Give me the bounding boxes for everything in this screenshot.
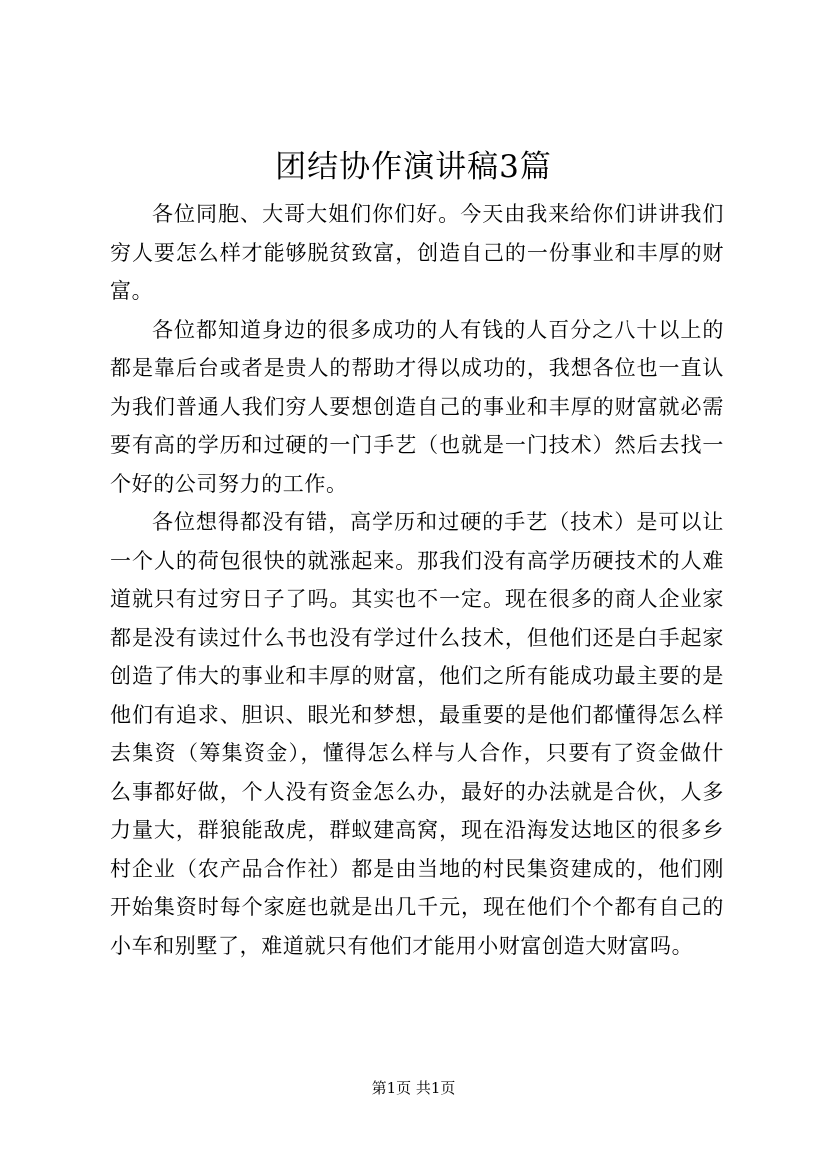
- paragraph-1: 各位同胞、大哥大姐们你们好。今天由我来给你们讲讲我们穷人要怎么样才能够脱贫致富，创造自己的一份事业和丰厚的财富。: [110, 202, 724, 303]
- paragraph-2: 各位都知道身边的很多成功的人有钱的人百分之八十以上的都是靠后台或者是贵人的帮助才得以成功的，我想各位也一直认为我们普通人我们穷人要想创造自己的事业和丰厚的财富就必需要有高的学历和过硬的一门手艺（也就是一门技术）然后去找一个好的公司努力的工作。: [110, 317, 724, 496]
- document-body: [110, 195, 724, 965]
- page-footer: 第1页 共1页: [371, 1079, 456, 1097]
- paragraph-3: 各位想得都没有错，高学历和过硬的手艺（技术）是可以让一个人的荷包很快的就涨起来。那我们没有高学历硬技术的人难道就只有过穷日子了吗。其实也不一定。现在很多的商人企业家都是没有读过什么书也没有学过什么技术，但他们还是白手起家创造了伟大的事业和丰厚的财富，他们之所有能成功最主要的是他们有追求、胆识、眼光和梦想，最重要的是他们都懂得怎么样去集资（筹集资金），懂得怎么样与人合作，只要有了资金做什么事都好做，个人没有资金怎么办，最好的办法就是合伙，人多力量大，群狼能敌虎，群蚁建高窝，现在沿海发达地区的很多乡村企业（农产品合作社）都是由当地的村民集资建成的，他们刚开始集资时每个家庭也就是出几千元，现在他们个个都有自己的小车和别墅了，难道就只有他们才能用小财富创造大财富吗。: [110, 510, 724, 958]
- document-title: 团结协作演讲稿3篇: [275, 149, 552, 185]
